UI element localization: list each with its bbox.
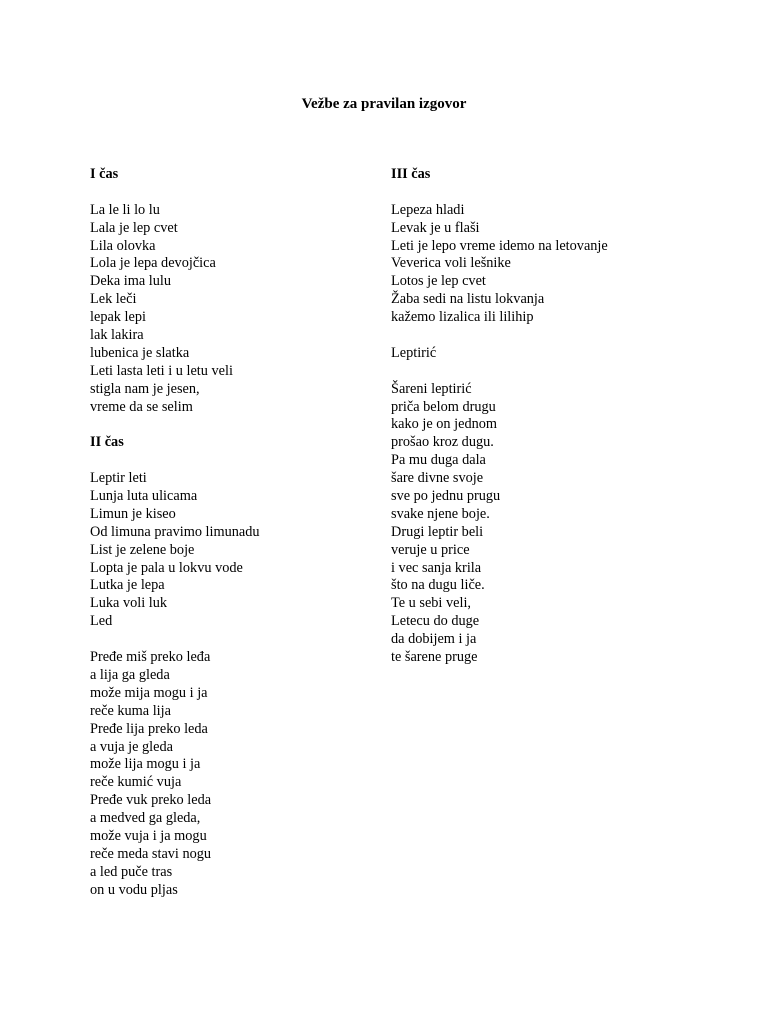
text-line: što na dugu liče. (391, 577, 485, 594)
text-line: Pređe miš preko leđa (90, 649, 211, 666)
text-line: Žaba sedi na listu lokvanja (391, 291, 545, 308)
text-line: veruje u price (391, 541, 470, 558)
text-line: Lepeza hladi (391, 201, 465, 218)
left-column (90, 166, 370, 900)
text-line: svake njene boje. (391, 505, 490, 522)
text-line: može mija mogu i ja (90, 684, 208, 701)
text-line: Lala je lep cvet (90, 219, 178, 236)
text-line: a medved ga gleda, (90, 810, 201, 827)
text-line: Te u sebi veli, (391, 595, 471, 612)
page-title: Vežbe za pravilan izgovor (301, 96, 467, 112)
text-line: Luka voli luk (90, 595, 168, 612)
text-line: Letecu do duge (391, 613, 480, 630)
text-line: kažemo lizalica ili lilihip (391, 309, 534, 326)
text-line: reče kuma lija (90, 702, 171, 719)
text-line: Leti je lepo vreme idemo na letovanje (391, 237, 608, 254)
stanza (90, 470, 370, 631)
text-line: Leti lasta leti i u letu veli (90, 362, 233, 379)
text-line: vreme da se selim (90, 398, 193, 415)
text-line: Pa mu duga dala (391, 452, 486, 469)
text-line: lepak lepi (90, 309, 146, 326)
text-line: da dobijem i ja (391, 631, 477, 648)
text-line: kako je on jednom (391, 416, 498, 433)
text-line: La le li lo lu (90, 201, 160, 218)
text-line: Lutka je lepa (90, 577, 165, 594)
section-heading-1: I čas (90, 166, 119, 182)
text-line: sve po jednu prugu (391, 488, 501, 505)
text-line: reče meda stavi nogu (90, 845, 212, 862)
text-line: List je zelene boje (90, 541, 195, 558)
text-line: Lola je lepa devojčica (90, 255, 216, 272)
text-line: Pređe lija preko leda (90, 720, 208, 737)
text-line: Šareni leptirić (391, 380, 472, 397)
poem-title (391, 345, 691, 363)
text-line: prošao kroz dugu. (391, 434, 494, 451)
text-line: Pređe vuk preko leda (90, 792, 212, 809)
text-line: Od limuna pravimo limunadu (90, 523, 260, 540)
text-line: Limun je kiseo (90, 505, 176, 522)
text-line: Veverica voli lešnike (391, 255, 511, 272)
text-line: Leptirić (391, 344, 437, 361)
text-line: a lija ga gleda (90, 666, 170, 683)
text-line: Levak je u flaši (391, 219, 480, 236)
stanza (391, 202, 691, 327)
text-line: a vuja je gleda (90, 738, 173, 755)
stanza (90, 649, 370, 899)
stanza (391, 381, 691, 667)
text-line: i vec sanja krila (391, 559, 482, 576)
text-line: Lila olovka (90, 237, 156, 254)
section-heading-3: III čas (391, 166, 431, 182)
text-line: Led (90, 613, 113, 630)
text-line: lubenica je slatka (90, 344, 190, 361)
text-line: Deka ima lulu (90, 273, 171, 290)
text-line: te šarene pruge (391, 649, 478, 666)
text-line: on u vodu pljas (90, 881, 178, 898)
text-line: Lopta je pala u lokvu vode (90, 559, 243, 576)
text-line: Lunja luta ulicama (90, 488, 198, 505)
text-line: Lotos je lep cvet (391, 273, 486, 290)
text-line: može vuja i ja mogu (90, 827, 207, 844)
stanza (90, 202, 370, 417)
text-line: reče kumić vuja (90, 774, 182, 791)
right-column (391, 166, 691, 667)
section-heading-2: II čas (90, 434, 124, 451)
text-line: šare divne svoje (391, 470, 484, 487)
text-line: priča belom drugu (391, 398, 496, 415)
text-line: Drugi leptir beli (391, 523, 484, 540)
text-line: a led puče tras (90, 863, 173, 880)
text-line: stigla nam je jesen, (90, 380, 200, 397)
text-line: Leptir leti (90, 470, 147, 487)
text-line: Lek leči (90, 291, 137, 308)
text-line: može lija mogu i ja (90, 756, 201, 773)
text-line: lak lakira (90, 327, 144, 344)
